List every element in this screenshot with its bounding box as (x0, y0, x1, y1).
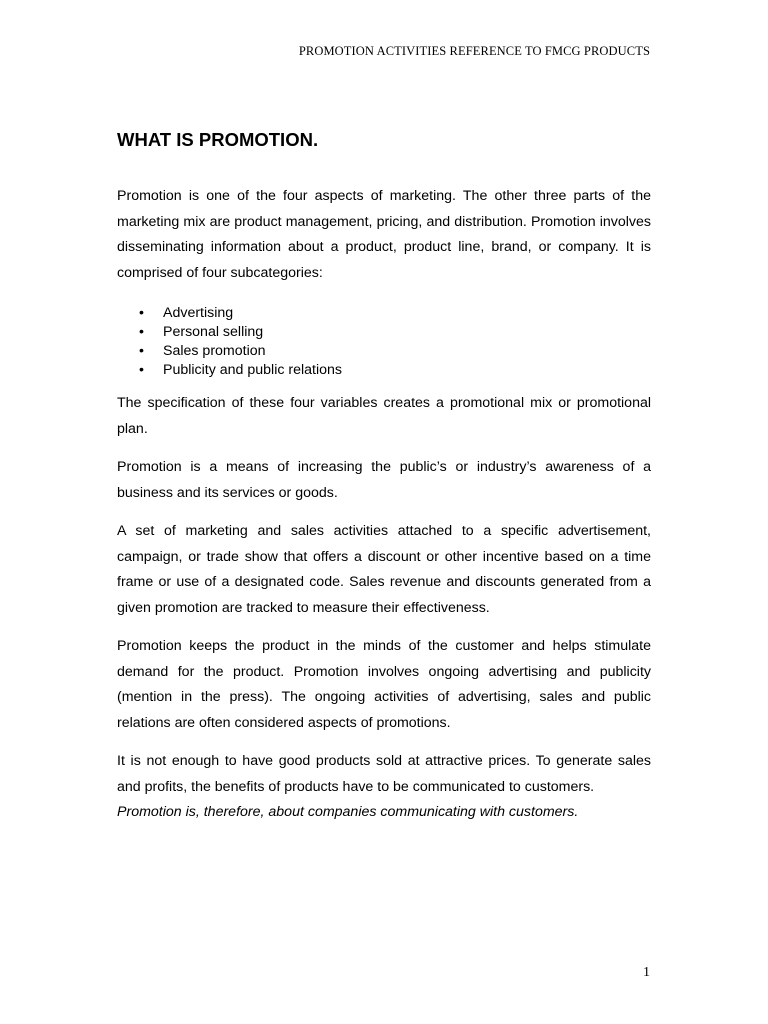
bullet-icon: • (139, 362, 144, 378)
document-body (117, 128, 651, 839)
paragraph-communication: It is not enough to have good products sold at attractive prices. To generate sales and profits, the benefits of products have to be communicated to customers. (117, 753, 651, 795)
list-item (117, 361, 651, 380)
list-item-text: Advertising (163, 305, 234, 321)
running-header: PROMOTION ACTIVITIES REFERENCE TO FMCG PRODUCTS (298, 44, 650, 58)
paragraph-awareness: Promotion is a means of increasing the public’s or industry’s awareness of a business and its services or goods. (117, 459, 651, 501)
bullet-icon: • (139, 324, 144, 340)
list-item-text: Sales promotion (163, 343, 266, 359)
closing-statement: Promotion is, therefore, about companies communicating with customers. (117, 804, 579, 820)
list-item (117, 342, 651, 361)
list-item-text: Personal selling (163, 324, 264, 340)
list-item-text: Publicity and public relations (163, 362, 343, 378)
list-item (117, 323, 651, 342)
page-number: 1 (643, 965, 650, 980)
bullet-icon: • (139, 343, 144, 359)
list-item (117, 304, 651, 323)
page-title: WHAT IS PROMOTION. (117, 129, 319, 150)
subcategory-list (117, 304, 651, 380)
paragraph-customer-mind: Promotion keeps the product in the minds of the customer and helps stimulate demand for the product. Promotion involves ongoing advertising and publicity (mention in the press). The ongoing activities of advertising, sales and public relations are often considered aspects of promotions. (117, 638, 651, 731)
paragraph-sales-activities: A set of marketing and sales activities attached to a specific advertisement, campaign, or trade show that offers a discount or other incentive based on a time frame or use of a designated code. Sales revenue and discounts generated from a given promotion are tracked to measure their effectiveness. (117, 523, 651, 616)
intro-paragraph: Promotion is one of the four aspects of marketing. The other three parts of the marketing mix are product management, pricing, and distribution. Promotion involves disseminating information about a product, product line, brand, or company. It is comprised of four subcategories: (117, 188, 651, 281)
bullet-icon: • (139, 305, 144, 321)
paragraph-promotional-mix: The specification of these four variables creates a promotional mix or promotional plan. (117, 395, 651, 437)
